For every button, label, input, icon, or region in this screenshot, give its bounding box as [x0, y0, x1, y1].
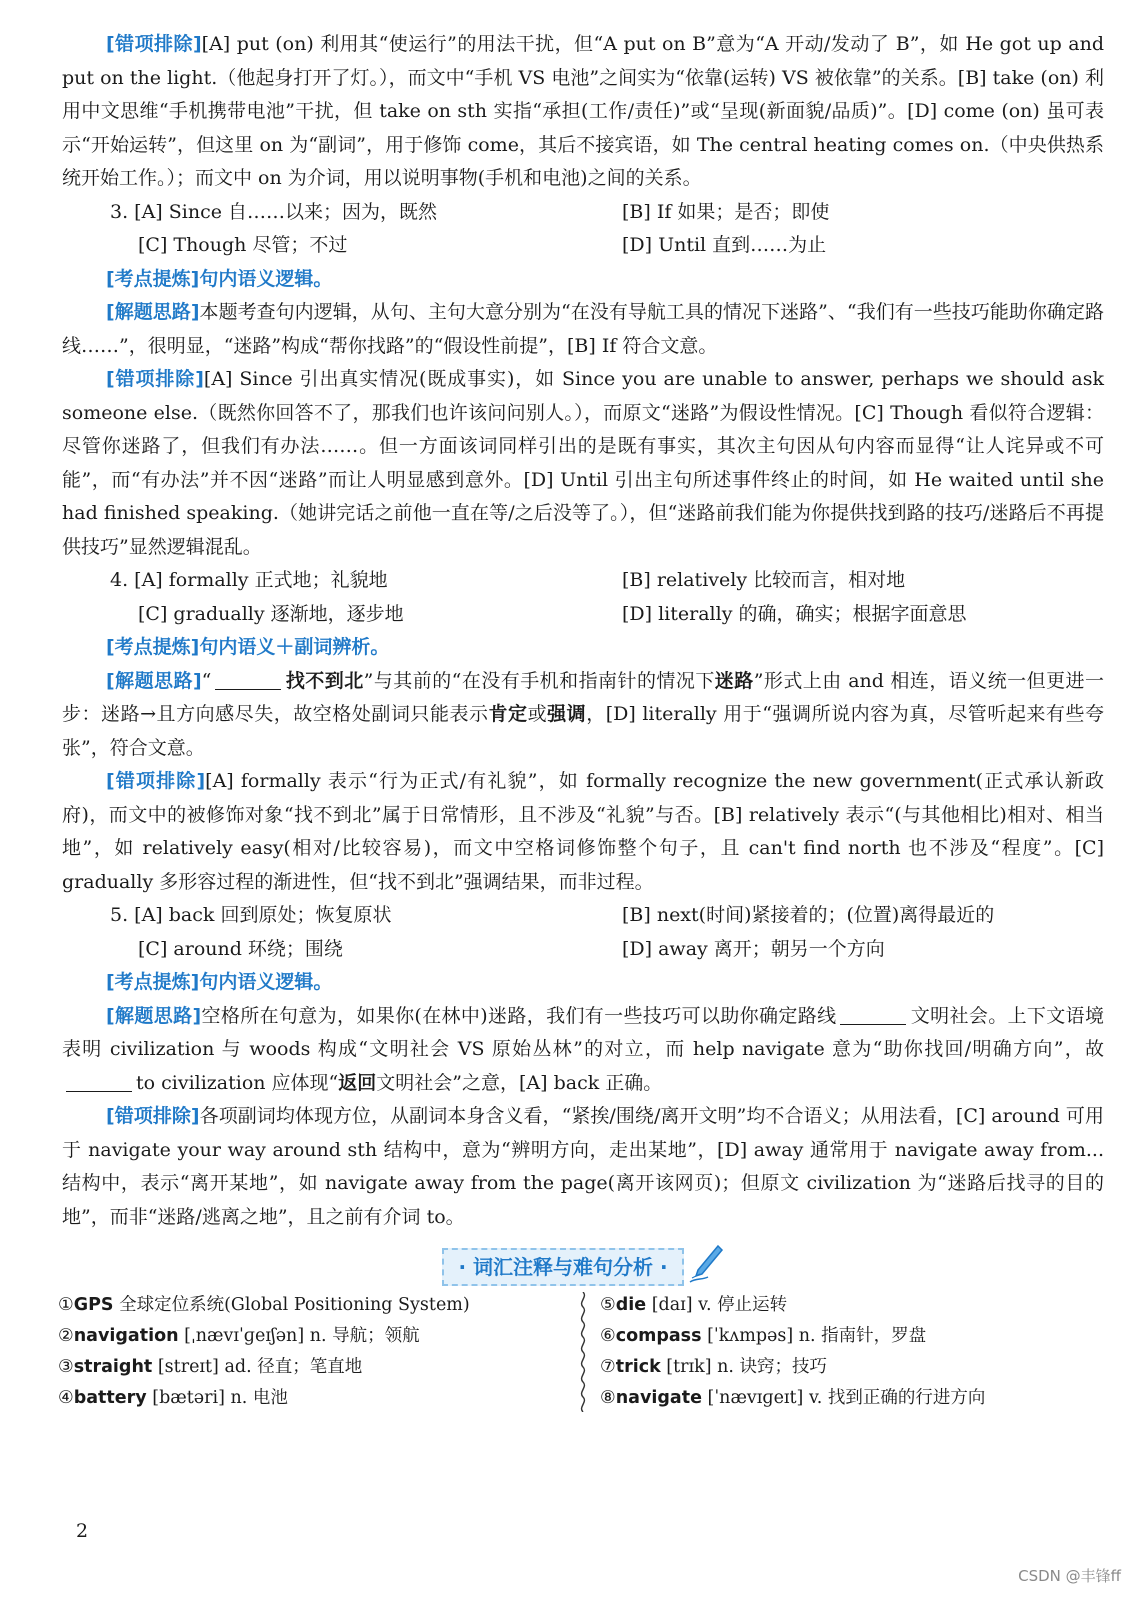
- q3-option-b: [B] If 如果；是否；即使: [622, 200, 830, 223]
- paragraph-text: [A] formally 表示“行为正式/有礼貌”，如 formally recognize the new government(正式承认新政府)，而文中的被修饰对象“找不到北”属于日常情形，且不涉及“礼貌”与否。[B] relatively 表示“(与其他相比)相对、相当地”，如 relatively easy(相对/比较容易)，而文中空格词修饰整个句子，且 can't find north 也不涉及“程度”。[C] gradually 多形容过程的渐进性，但“找不到北”强调结果，而非过程。: [62, 770, 1105, 893]
- vocab-num: ④: [58, 1388, 74, 1408]
- paragraph-q2-wrong-options: [62, 28, 1104, 196]
- vocab-num: ⑤: [600, 1295, 616, 1315]
- bold-text: 强调: [547, 703, 587, 725]
- vocab-item: [600, 1352, 1100, 1383]
- q4-option-b: [B] relatively 比较而言，相对地: [622, 569, 906, 591]
- text-part: 空格所在句意为，如果你(在林中)迷路，我们有一些技巧可以助你确定路线: [201, 1004, 837, 1027]
- paragraph-text: [A] Since 引出真实情况(既成事实)，如 Since you are unable to answer, perhaps we should ask someone else.（既然你回答不了，那我们也许该问问别人。），而原文“迷路”为假设性情况。[C] Though 看似符合逻辑：尽管你迷路了，但我们有办法……。但一方面该词同样引出的是既有事实，其次主句因从句内容而显得“让人诧异或不可能”，而“有办法”并不因“迷路”而让人明显感到意外。[D] Until 引出主句所述事件终止的时间，如 He waited until she had finished speaking.（她讲完话之前他一直在等/之后没等了。），但“迷路前我们能为你提供找到路的技巧/迷路后不再提供技巧”显然逻辑混乱。: [62, 368, 1104, 558]
- vocab-def: [bætəri] n. 电池: [152, 1388, 288, 1408]
- paragraph-text: 本题考查句内逻辑，从句、主句大意分别为“在没有导航工具的情况下迷路”、“我们有一些技巧能助你确定路线……”，很明显，“迷路”构成“帮你找路”的“假设性前提”，[B] If 符合文意。: [62, 301, 1104, 357]
- q5-options: [62, 899, 1104, 966]
- q5-key-point: [62, 966, 1104, 1000]
- answer-blank: [840, 1004, 906, 1025]
- vocab-word: trick: [615, 1357, 661, 1377]
- vocab-def: [streɪt] ad. 径直；笔直地: [157, 1357, 363, 1377]
- q5-solution: [62, 1000, 1104, 1101]
- vocab-def: [ˈnævɪɡeɪt] v. 找到正确的行进方向: [707, 1388, 986, 1408]
- vocab-num: ②: [58, 1326, 74, 1346]
- vocab-item: [600, 1290, 1100, 1321]
- vocab-word: GPS: [73, 1295, 114, 1315]
- text-part: ”与其前的“在没有手机和指南针的情况下: [363, 669, 715, 692]
- vocab-def: [daɪ] v. 停止运转: [651, 1295, 788, 1315]
- q3-solution: [62, 296, 1104, 363]
- text-part: ”形式上由 and 相连，语义统一但更进一步：迷路→且方向感尽失，故空格处副词只能表示: [62, 669, 1104, 725]
- key-point-text: 句内语义逻辑。: [199, 971, 333, 993]
- q3-option-d: [D] Until 直到……为止: [622, 234, 827, 256]
- vocab-item: [58, 1290, 566, 1321]
- section-tag: [考点提炼]: [106, 971, 200, 993]
- bold-text: 肯定: [488, 703, 528, 725]
- watermark: CSDN @丰锋ff: [1018, 1567, 1121, 1585]
- text-part: 文明社会”之意，[A] back 正确。: [376, 1071, 663, 1094]
- section-tag: [解题思路]: [106, 669, 202, 692]
- vocab-column-right: [600, 1290, 1100, 1414]
- paragraph-text: 各项副词均体现方位，从副词本身含义看，“紧挨/围绕/离开文明”均不合语义；从用法看，[C] around 可用于 navigate your way around sth 结构中，意为“辨明方向，走出某地”，[D] away 通常用于 navigate away from... 结构中，表示“离开某地”，如 navigate away from the page(离开该网页)；但原文 civilization 为“迷路后找寻的目的地”，而非“迷路/逃离之地”，且之前有介词 to。: [62, 1105, 1104, 1228]
- q5-option-c: [C] around 环绕；围绕: [138, 937, 343, 960]
- q5-option-a: 5. [A] back 回到原处；恢复原状: [110, 904, 392, 926]
- key-point-text: 句内语义＋副词辨析。: [199, 636, 390, 658]
- vocab-def: [ˈkʌmpəs] n. 指南针，罗盘: [707, 1326, 927, 1346]
- q4-option-d: [D] literally 的确，确实；根据字面意思: [622, 602, 967, 625]
- text-part: ，[D] literally 用于“强调所说内容为真，尽管听起来有些夸张”，符合文意。: [62, 703, 1104, 759]
- vocab-word: compass: [615, 1326, 702, 1346]
- vocab-def: [ˌnævɪˈɡeɪʃən] n. 导航；领航: [184, 1326, 420, 1346]
- q3-key-point: [62, 263, 1104, 297]
- vocab-num: ③: [58, 1357, 74, 1377]
- text-part: 或: [527, 703, 548, 725]
- vocab-def: 全球定位系统(Global Positioning System): [119, 1295, 470, 1315]
- vocab-num: ⑥: [600, 1326, 616, 1346]
- q5-option-b: [B] next(时间)紧接着的；(位置)离得最近的: [622, 904, 995, 926]
- vocab-num: ⑦: [600, 1357, 616, 1377]
- section-tag: [错项排除]: [106, 33, 202, 55]
- answer-blank: [66, 1071, 132, 1092]
- text-part: to civilization 应体现“: [136, 1071, 339, 1094]
- q3-option-a: 3. [A] Since 自……以来；因为，既然: [110, 200, 438, 223]
- section-tag: [解题思路]: [106, 301, 200, 323]
- section-tag: [错项排除]: [106, 368, 204, 390]
- section-tag: [错项排除]: [106, 1105, 200, 1127]
- vocab-num: ①: [58, 1295, 74, 1315]
- answer-blank: [215, 669, 281, 690]
- vocab-list: [58, 1290, 1104, 1414]
- vocab-word: navigate: [615, 1388, 702, 1408]
- section-tag: [解题思路]: [106, 1004, 202, 1027]
- q4-option-a: 4. [A] formally 正式地；礼貌地: [110, 569, 388, 591]
- q5-option-d: [D] away 离开；朝另一个方向: [622, 937, 885, 960]
- vocab-word: navigation: [73, 1326, 179, 1346]
- key-point-text: 句内语义逻辑。: [199, 267, 333, 290]
- vocab-word: straight: [73, 1357, 153, 1377]
- vocab-num: ⑧: [600, 1388, 616, 1408]
- text-part: 文明社会。上下文语境表明 civilization 与 woods 构成“文明社会 VS 原始丛林”的对立，而 help navigate 意为“助你找回/明确方向”，故: [62, 1004, 1104, 1060]
- q3-option-c: [C] Though 尽管；不过: [138, 234, 348, 256]
- q4-key-point: [62, 631, 1104, 665]
- vocab-item: [58, 1352, 566, 1383]
- section-title: · 词汇注释与难句分析 ·: [442, 1248, 683, 1286]
- page-number: 2: [76, 1520, 89, 1542]
- paragraph-text: [A] put (on) 利用其“使运行”的用法干扰，但“A put on B”意为“A 开动/发动了 B”，如 He got up and put on the light.（他起身打开了灯。），而文中“手机 VS 电池”之间实为“依靠(运转) VS 被依靠”的关系。[B] take (on) 利用中文思维“手机携带电池”干扰，但 take on sth 实指“承担(工作/责任)”或“呈现(新面貌/品质)”。[D] come (on) 虽可表示“开始运转”，但这里 on 为“副词”，用于修饰 come，其后不接宾语，如 The central heating comes on.（中央供热系统开始工作。）；而文中 on 为介词，用以说明事物(手机和电池)之间的关系。: [62, 33, 1104, 189]
- vocab-item: [58, 1383, 566, 1414]
- pen-icon: [688, 1244, 724, 1289]
- q3-wrong-options: [62, 363, 1104, 564]
- q3-options: [62, 196, 1104, 263]
- q4-option-c: [C] gradually 逐渐地，逐步地: [138, 602, 404, 625]
- q5-wrong-options: [62, 1100, 1104, 1234]
- document-page: [58, 28, 1105, 1414]
- bold-text: 找不到北: [285, 669, 364, 692]
- vocab-item: [600, 1321, 1100, 1352]
- vocab-section-header: [62, 1244, 1104, 1284]
- bold-text: 返回: [338, 1071, 377, 1094]
- q4-wrong-options: [62, 765, 1104, 899]
- section-tag: [错项排除]: [106, 770, 206, 792]
- wavy-divider: [566, 1290, 600, 1414]
- vocab-def: [trɪk] n. 诀窍；技巧: [666, 1357, 828, 1377]
- bold-text: 迷路: [714, 669, 754, 692]
- vocab-item: [58, 1321, 566, 1352]
- vocab-word: die: [615, 1295, 647, 1315]
- section-tag: [考点提炼]: [106, 267, 200, 290]
- q4-solution: [62, 665, 1104, 766]
- section-tag: [考点提炼]: [106, 636, 200, 658]
- vocab-item: [600, 1383, 1100, 1414]
- vocab-column-left: [58, 1290, 566, 1414]
- q4-options: [62, 564, 1104, 631]
- vocab-word: battery: [73, 1388, 147, 1408]
- text-part: “: [201, 669, 212, 692]
